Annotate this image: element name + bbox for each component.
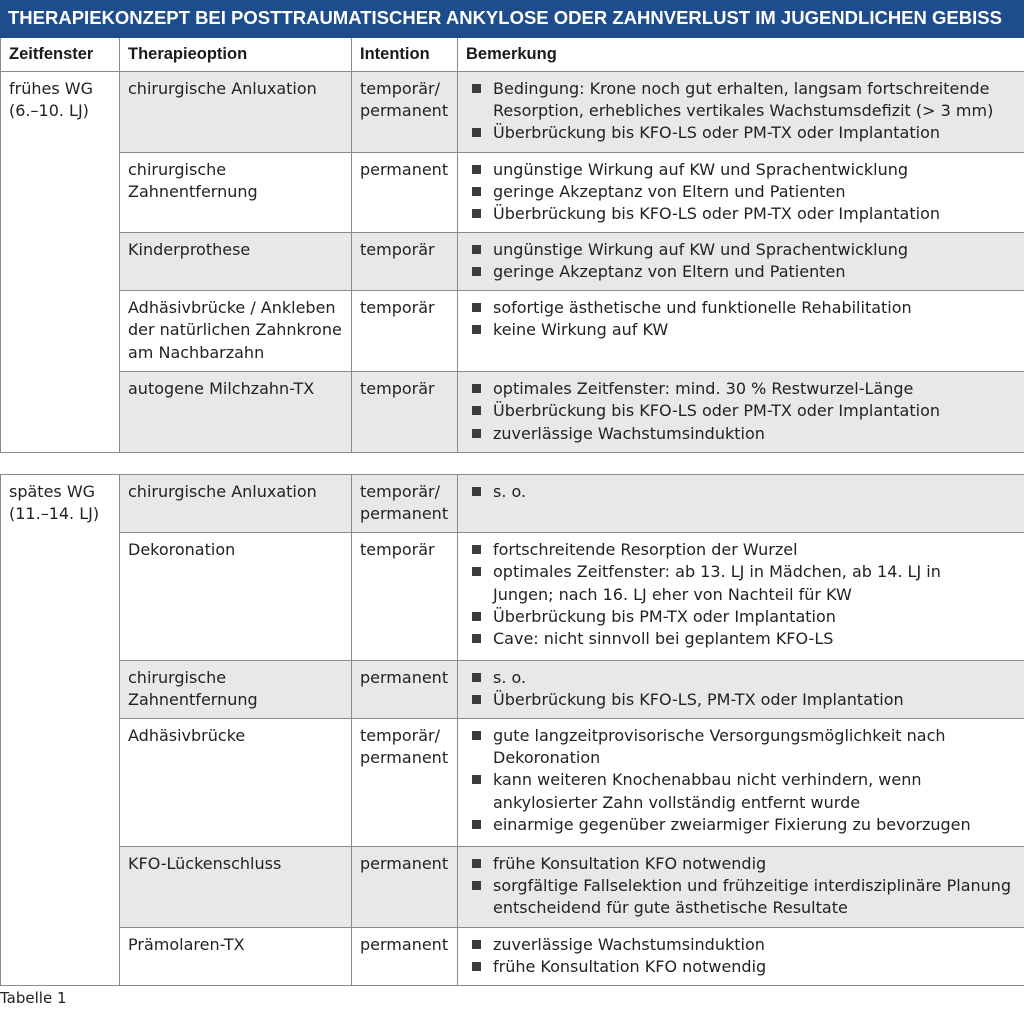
therapy-option-text: autogene Milchzahn-TX [128,378,315,398]
therapy-option-text: KFO-Lückenschluss [128,853,282,873]
remark-line: Bedingung: Krone noch gut erhalten, langsam fortschreitende [493,78,990,98]
table-row [1,371,1024,452]
remark-line: ungünstige Wirkung auf KW und Sprachentwicklung [493,159,909,179]
remark-item [466,122,1016,144]
remark-item [466,297,1016,319]
remark-item [466,561,1016,606]
header-zeitfenster: Zeitfenster [1,37,120,71]
remark-cell [458,927,1024,985]
intention-cell [352,232,458,290]
table-row [1,71,1024,152]
time-window-cell [1,475,120,986]
remark-line: frühe Konsultation KFO notwendig [493,957,767,977]
therapy-table-early [0,36,1024,453]
time-window-label: frühes WG [9,78,93,98]
remark-line: s. o. [493,667,527,687]
table-row [1,475,1024,533]
intention-cell [352,532,458,660]
intention-text: temporär [360,239,435,259]
therapy-option-cell [120,232,352,290]
remark-item [466,769,1016,814]
intention-text: temporär/ [360,78,440,98]
therapy-option-text: Zahnentfernung [128,181,258,201]
remark-line: Überbrückung bis KFO-LS oder PM-TX oder Implantation [493,204,941,224]
table-row [1,152,1024,232]
intention-text: permanent [360,100,449,120]
remark-cell [458,290,1024,371]
therapy-table-late [0,474,1024,986]
intention-text: permanent [360,159,449,179]
table-row [1,290,1024,371]
intention-cell [352,71,458,152]
remark-item [466,203,1016,225]
table-row [1,232,1024,290]
remark-item [466,539,1016,561]
therapy-option-text: der natürlichen Zahnkrone [128,320,342,340]
time-window-label: spätes WG [9,482,96,501]
table-row [1,718,1024,846]
intention-text: permanent [360,748,449,768]
table-header-row [1,37,1024,71]
remark-item [466,78,1016,123]
table-row [1,927,1024,985]
remark-line: Cave: nicht sinnvoll bei geplantem KFO-LS [493,629,834,649]
intention-cell [352,927,458,985]
intention-text: permanent [360,667,449,687]
intention-text: temporär/ [360,725,440,745]
remark-line: geringe Akzeptanz von Eltern und Patienten [493,181,846,201]
therapy-option-cell [120,660,352,718]
intention-cell [352,371,458,452]
therapy-option-text: Adhäsivbrücke / Ankleben [128,297,336,317]
therapy-option-text: chirurgische [128,159,227,179]
remark-line: einarmige gegenüber zweiarmiger Fixierung zu bevorzugen [493,815,971,835]
remark-item [466,667,1016,689]
therapy-option-text: Adhäsivbrücke [128,725,246,745]
remark-line: keine Wirkung auf KW [493,320,669,340]
header-bemerkung: Bemerkung [458,37,1024,71]
remark-line: frühe Konsultation KFO notwendig [493,853,767,873]
remark-item [466,934,1016,956]
remark-line: sorgfältige Fallselektion und frühzeitige interdisziplinäre Planung [493,876,1012,896]
intention-cell [352,290,458,371]
remark-item [466,319,1016,341]
remark-item [466,181,1016,203]
remark-cell [458,152,1024,232]
table-caption: Tabelle 1 [0,989,67,1007]
time-window-cell [1,71,120,452]
remark-item [466,875,1016,920]
intention-text: permanent [360,504,449,524]
remark-item [466,239,1016,261]
remark-item [466,261,1016,283]
remark-cell [458,71,1024,152]
therapy-option-cell [120,532,352,660]
table-title: THERAPIEKONZEPT BEI POSTTRAUMATISCHER ANKYLOSE ODER ZAHNVERLUST IM JUGENDLICHEN GEBISS [0,0,1024,36]
remark-line: Überbrückung bis KFO-LS oder PM-TX oder Implantation [493,123,941,143]
remark-line: Überbrückung bis PM-TX oder Implantation [493,607,836,627]
therapy-option-cell [120,290,352,371]
table-row [1,660,1024,718]
time-window-range: (11.–14. LJ) [9,504,100,524]
remark-line: s. o. [493,482,527,501]
remark-line: geringe Akzeptanz von Eltern und Patienten [493,262,846,282]
remark-cell [458,718,1024,846]
therapy-option-cell [120,475,352,533]
intention-text: temporär [360,297,435,317]
therapy-option-cell [120,152,352,232]
intention-cell [352,846,458,927]
remark-cell [458,475,1024,533]
remark-item [466,378,1016,400]
remark-item [466,725,1016,770]
remark-item [466,606,1016,628]
therapy-option-text: chirurgische Anluxation [128,482,317,501]
therapy-option-cell [120,846,352,927]
intention-cell [352,718,458,846]
remark-line: zuverlässige Wachstumsinduktion [493,934,765,954]
intention-text: temporär/ [360,482,440,501]
remark-line: Überbrückung bis KFO-LS, PM-TX oder Implantation [493,690,904,710]
intention-text: permanent [360,853,449,873]
intention-text: temporär [360,378,435,398]
remark-item [466,689,1016,711]
therapy-option-text: Dekoronation [128,539,236,559]
remark-line: optimales Zeitfenster: mind. 30 % Restwurzel-Länge [493,378,914,398]
remark-cell [458,660,1024,718]
remark-item [466,423,1016,445]
remark-line: ungünstige Wirkung auf KW und Sprachentwicklung [493,239,909,259]
remark-cell [458,532,1024,660]
remark-cell [458,846,1024,927]
header-therapieoption: Therapieoption [120,37,352,71]
remark-item [466,956,1016,978]
remark-cell [458,232,1024,290]
therapy-option-cell [120,371,352,452]
remark-item [466,628,1016,650]
therapy-option-cell [120,71,352,152]
therapy-option-text: am Nachbarzahn [128,342,265,362]
remark-item [466,481,1016,503]
intention-text: temporär [360,539,435,559]
therapy-option-text: Kinderprothese [128,239,251,259]
therapy-option-cell [120,927,352,985]
header-intention: Intention [352,37,458,71]
intention-text: permanent [360,934,449,954]
therapy-option-text: Zahnentfernung [128,690,258,710]
intention-cell [352,475,458,533]
remark-line: zuverlässige Wachstumsinduktion [493,423,765,443]
remark-line: ankylosierter Zahn vollständig entfernt wurde [493,792,861,812]
remark-item [466,159,1016,181]
remark-item [466,853,1016,875]
therapy-option-cell [120,718,352,846]
remark-line: gute langzeitprovisorische Versorgungsmöglichkeit nach [493,725,946,745]
remark-cell [458,371,1024,452]
therapy-option-text: Prämolaren-TX [128,934,245,954]
remark-line: Jungen; nach 16. LJ eher von Nachteil für KW [493,584,852,604]
table-row [1,846,1024,927]
remark-line: optimales Zeitfenster: ab 13. LJ in Mädchen, ab 14. LJ in [493,562,941,582]
intention-cell [352,152,458,232]
remark-line: entscheidend für gute ästhetische Resultate [493,898,848,918]
remark-line: Dekoronation [493,748,601,768]
therapy-option-text: chirurgische [128,667,227,687]
intention-cell [352,660,458,718]
time-window-range: (6.–10. LJ) [9,100,89,120]
remark-line: kann weiteren Knochenabbau nicht verhindern, wenn [493,770,922,790]
remark-line: Überbrückung bis KFO-LS oder PM-TX oder Implantation [493,401,941,421]
remark-item [466,400,1016,422]
remark-line: sofortige ästhetische und funktionelle Rehabilitation [493,297,912,317]
therapy-option-text: chirurgische Anluxation [128,78,317,98]
remark-item [466,814,1016,836]
remark-line: fortschreitende Resorption der Wurzel [493,539,798,559]
table-row [1,532,1024,660]
remark-line: Resorption, erhebliches vertikales Wachstumsdefizit (> 3 mm) [493,100,994,120]
